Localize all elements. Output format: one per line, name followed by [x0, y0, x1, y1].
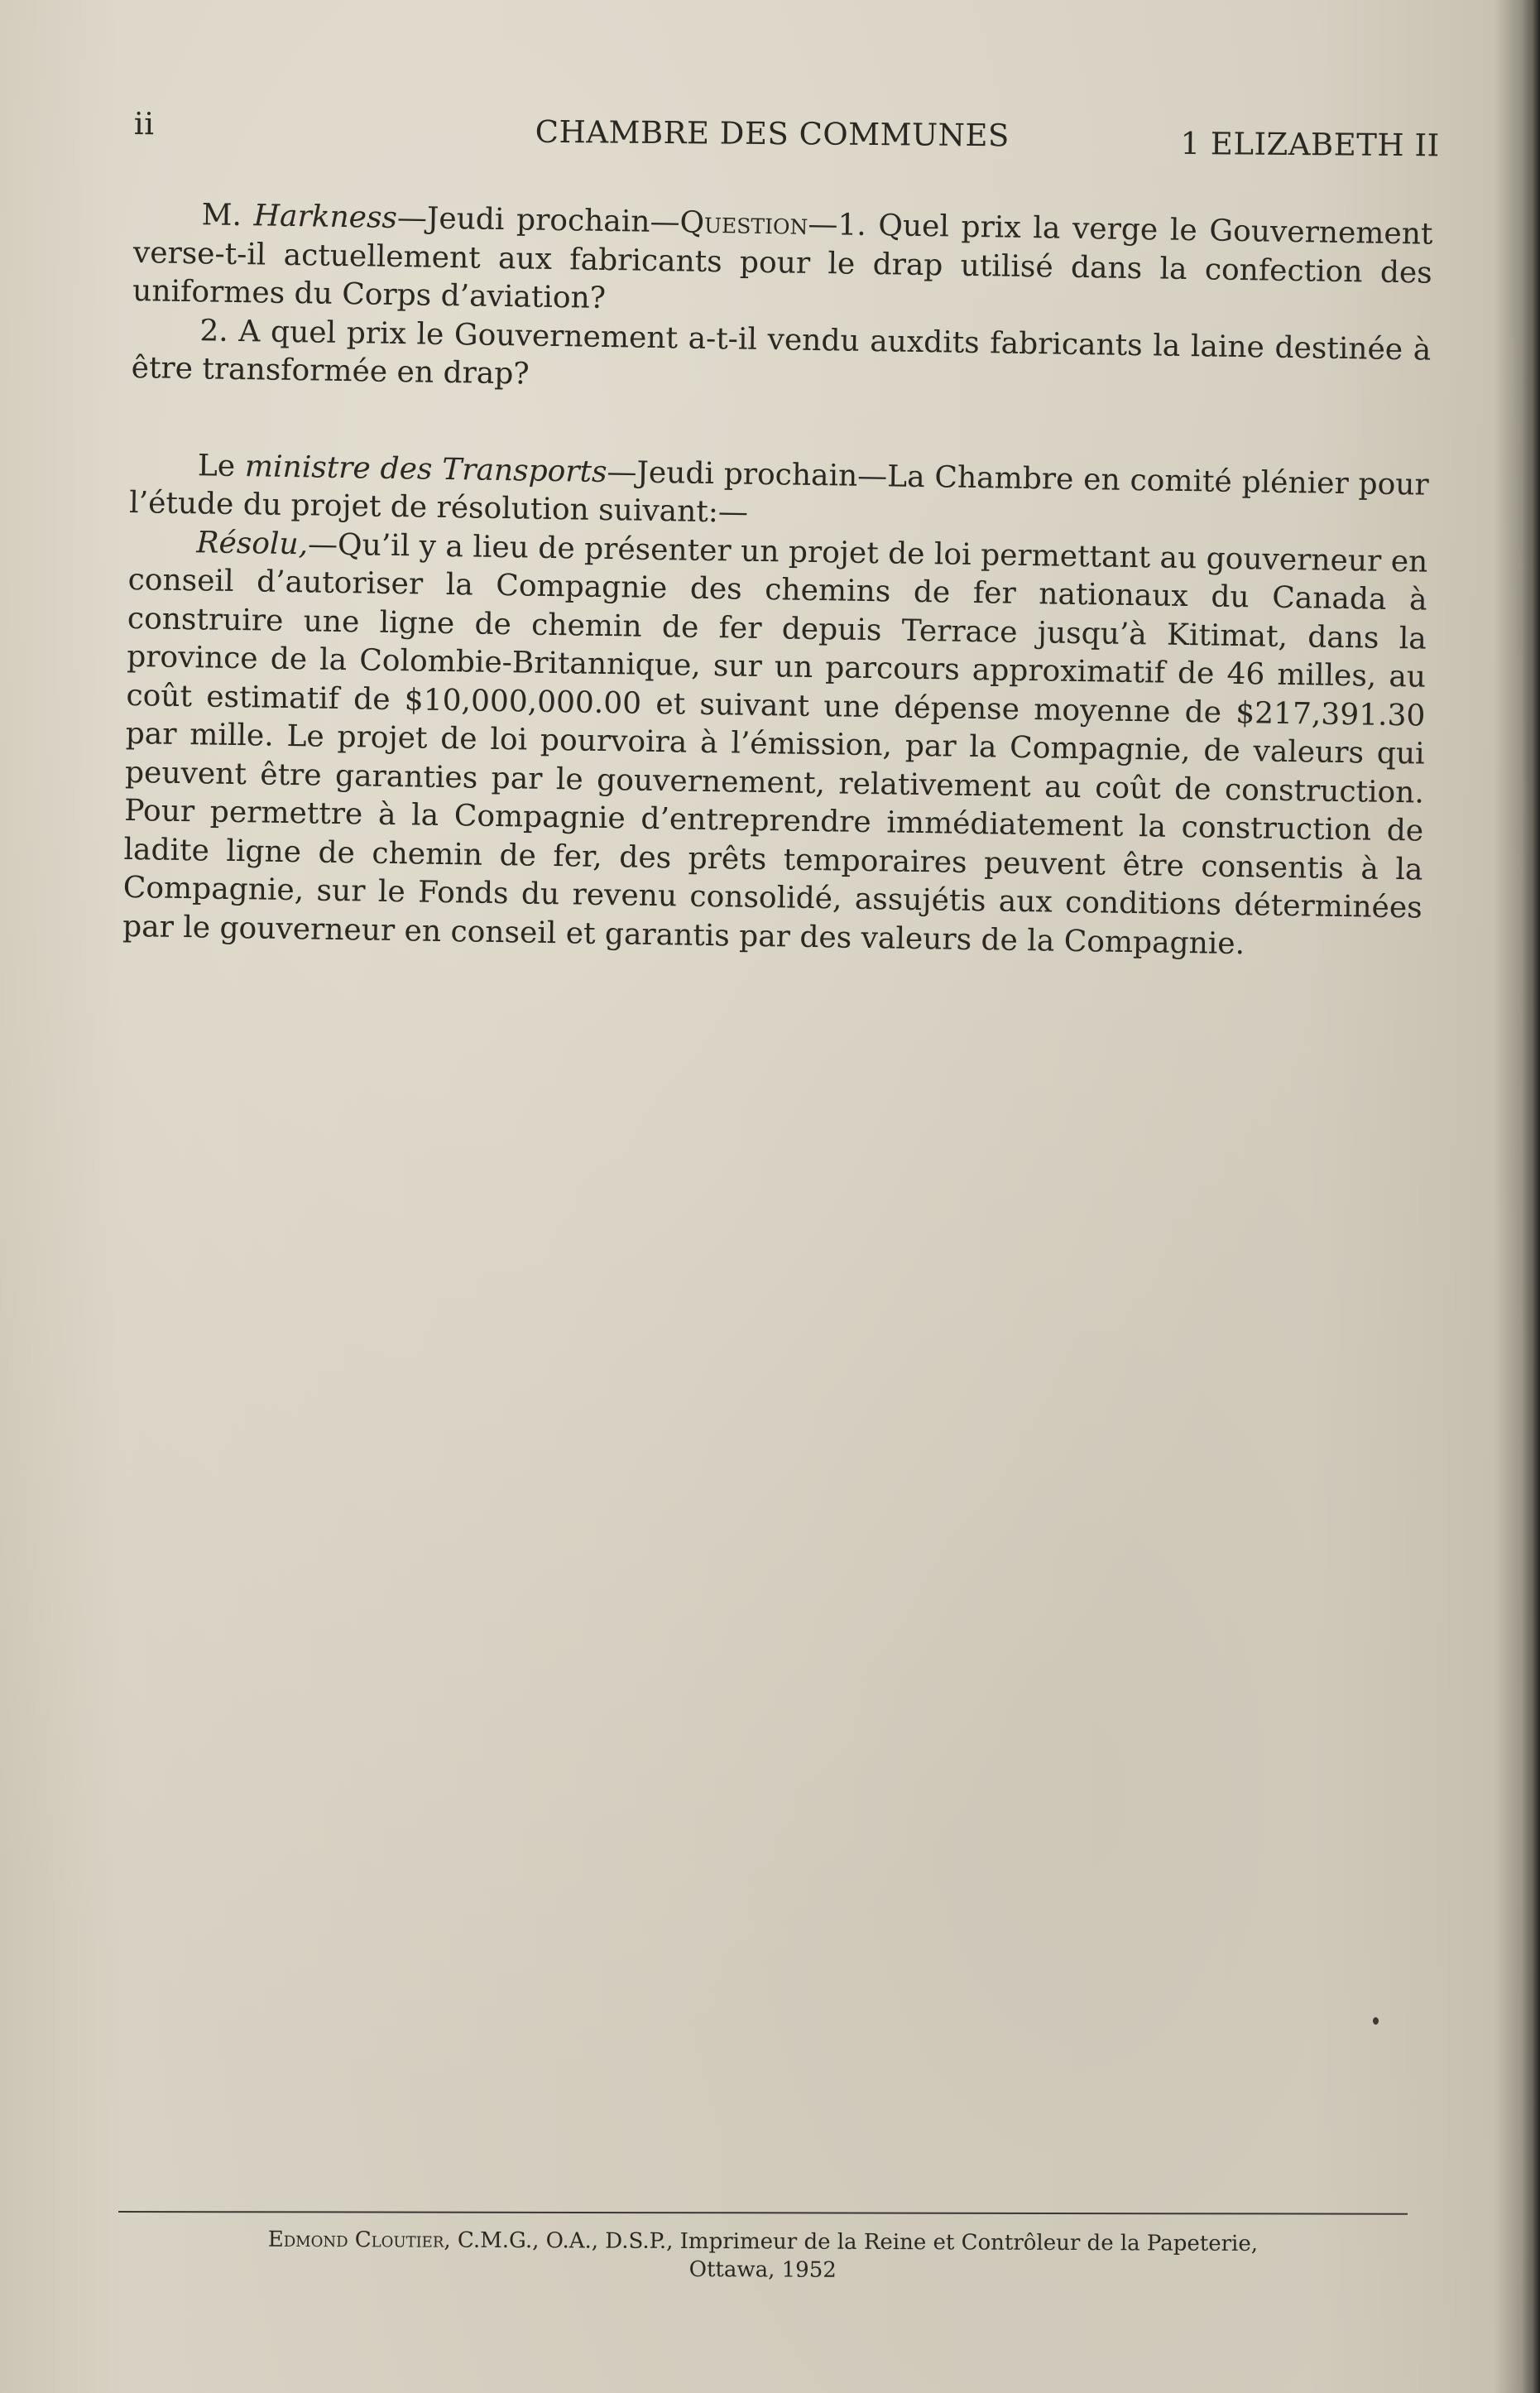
- resolved-label: Résolu,: [196, 525, 309, 561]
- imprint-place-year: Ottawa, 1952: [688, 2257, 837, 2283]
- footer-divider: [118, 2211, 1408, 2215]
- paper-speck: [1373, 2017, 1379, 2025]
- question-1-text: —1. Quel prix la verge le Gouvernement verse-t-il actuellement aux fabricants pour le drap utilisé dans la confection des uniformes du Corps d’aviation?: [132, 207, 1433, 315]
- page-number: ii: [133, 106, 155, 142]
- running-header: [134, 106, 1440, 166]
- member-name: Harkness: [253, 199, 398, 235]
- resolution-text: —Qu’il y a lieu de présenter un projet de loi permettant au gouverneur en conseil d’autoriser la Compagnie des chemins de fer nationaux du Canada à construire une ligne de chemin de fer depuis Terrace jusqu’à Kitimat, dans la province de la Colombie-Britannique, sur un parcours approximatif de 46 milles, au coût estimatif de $10,000,000.00 et suivant une dépense moyenne de $217,391.30 par mille. Le projet de loi pourvoira à l’émission, par la Compagnie, de valeurs qui peuvent être garanties par le gouvernement, relativement au coût de construction. Pour permettre à la Compagnie d’entreprendre immédiatement la construction de ladite ligne de chemin de fer, des prêts temporaires peuvent être consentis à la Compagnie, sur le Fonds du revenu consolidé, assujétis aux conditions déterminées par le gouverneur en conseil et garantis par des valeurs de la Compagnie.: [122, 526, 1428, 961]
- notice-harkness-question-1: [132, 195, 1433, 331]
- notice-intro: —Jeudi prochain—La Chambre en comité plénier pour l’étude du projet de résolution suivant:—: [128, 454, 1430, 530]
- question-label: Question: [679, 205, 808, 242]
- resolution-paragraph: [122, 522, 1428, 966]
- printer-imprint: [118, 2225, 1408, 2287]
- header-reign: 1 ELIZABETH II: [1180, 125, 1440, 164]
- notice-body: [122, 195, 1433, 967]
- printer-name: Edmond Cloutier: [267, 2227, 444, 2253]
- minister-name: ministre des Transports: [244, 449, 607, 489]
- question-2-text: 2. A quel prix le Gouvernement a-t-il vendu auxdits fabricants la laine destinée à être transformée en drap?: [131, 313, 1432, 392]
- notice-lead: Le: [197, 448, 236, 483]
- header-title: CHAMBRE DES COMMUNES: [535, 113, 1010, 154]
- member-title: M.: [201, 198, 242, 233]
- imprint-line-1: [118, 2225, 1408, 2259]
- printer-titles: , C.M.G., O.A., D.S.P., Imprimeur de la Reine et Contrôleur de la Papeterie,: [444, 2227, 1259, 2257]
- notice-date: —Jeudi prochain—: [396, 201, 680, 240]
- page-edge-shadow: [1522, 0, 1540, 2393]
